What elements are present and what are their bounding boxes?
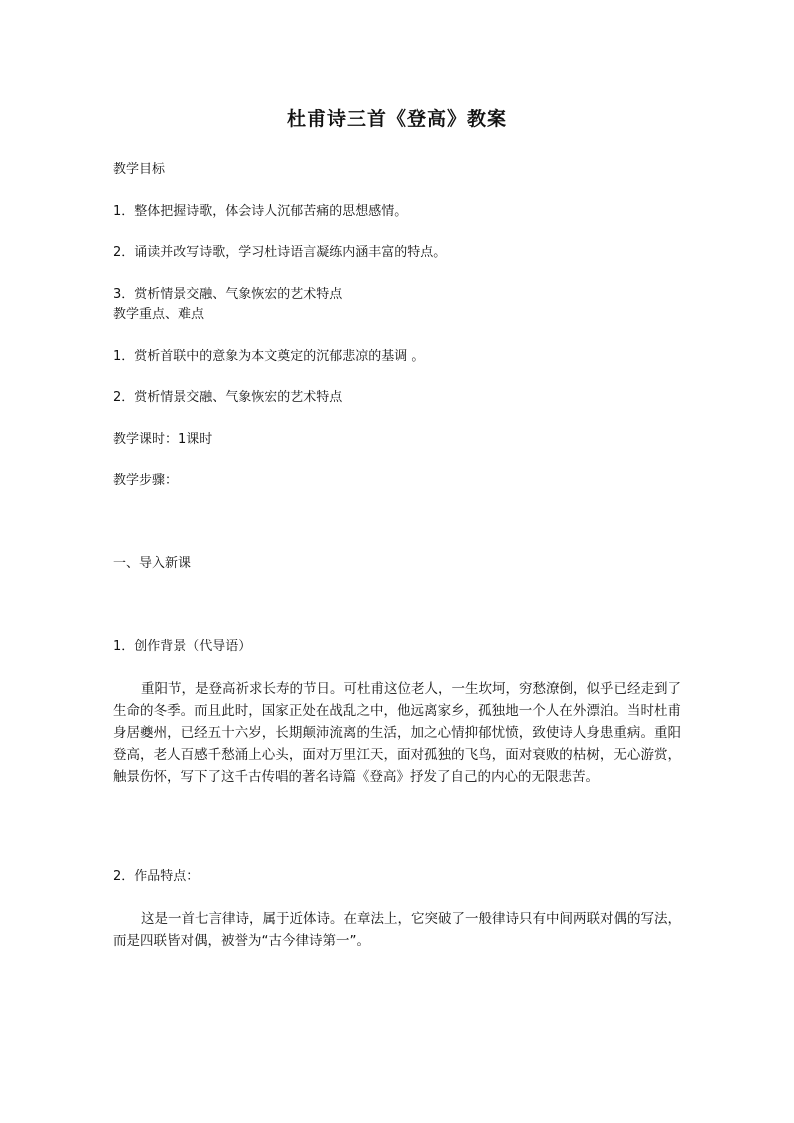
steps-heading: 教学步骤： bbox=[113, 473, 179, 488]
key-point-item-2: 2．赏析情景交融、气象恢宏的艺术特点 bbox=[113, 390, 343, 405]
background-heading: 1．创作背景（代导语） bbox=[113, 639, 252, 654]
objectives-heading: 教学目标 bbox=[113, 162, 166, 177]
features-heading: 2．作品特点： bbox=[113, 869, 200, 884]
document-title: 杜甫诗三首《登高》教案 bbox=[286, 108, 507, 130]
objective-item-2: 2．诵读并改写诗歌，学习杜诗语言凝练内涵丰富的特点。 bbox=[113, 245, 447, 260]
background-paragraph: 重阳节，是登高祈求长寿的节日。可杜甫这位老人，一生坎坷，穷愁潦倒，似乎已经走到了生命的冬季。而且此时，国家正处在战乱之中，他远离家乡，孤独地一个人在外漂泊。当时杜甫身居夔州，已经五十六岁，长期颠沛流离的生活，加之心情抑郁忧愤，致使诗人身患重病。重阳登高，老人百感千愁涌上心头，面对万里江天，面对孤独的飞鸟，面对衰败的枯树，无心游赏，触景伤怀，写下了这千古传唱的著名诗篇《登高》抒发了自己的内心的无限悲苦。 bbox=[113, 681, 681, 785]
features-paragraph: 这是一首七言律诗，属于近体诗。在章法上，它突破了一般律诗只有中间两联对偶的写法，而是四联皆对偶，被誉为“古今律诗第一”。 bbox=[113, 911, 681, 949]
class-hours: 教学课时：1课时 bbox=[113, 432, 213, 447]
key-points-heading: 教学重点、难点 bbox=[113, 307, 205, 322]
section-one-heading: 一、导入新课 bbox=[113, 556, 192, 571]
objective-item-3: 3．赏析情景交融、气象恢宏的艺术特点 bbox=[113, 287, 343, 302]
key-point-item-1: 1．赏析首联中的意象为本文奠定的沉郁悲凉的基调 。 bbox=[113, 349, 425, 364]
objective-item-1: 1．整体把握诗歌，体会诗人沉郁苦痛的思想感情。 bbox=[113, 204, 408, 219]
